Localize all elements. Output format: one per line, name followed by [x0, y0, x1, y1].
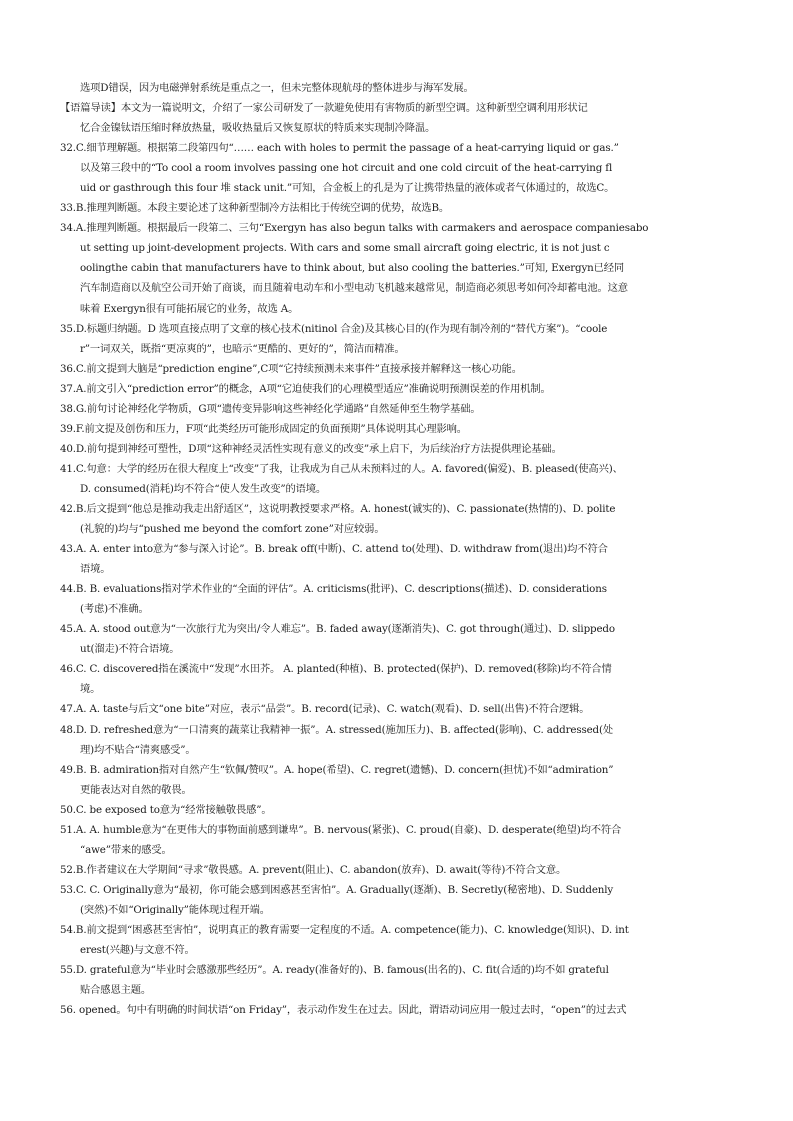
text-line: 54.B.前文提到“困惑甚至害怕”，说明真正的教育需要一定程度的不适。A. competence(能力)、C. knowledge(知识)、D. int — [60, 923, 629, 936]
text-line: D. consumed(消耗)均不符合“使人发生改变”的语境。 — [80, 482, 327, 495]
text-line: 51.A. A. humble意为“在更伟大的事物面前感到谦卑”。B. nervous(紧张)、C. proud(自豪)、D. desperate(绝望)均不符合 — [60, 823, 622, 836]
text-line: erest(兴趣)与文意不符。 — [80, 944, 195, 957]
text-line: 汽车制造商以及航空公司开始了商谈，而且随着电动车和小型电动飞机越来越常见，制造商必须思考如何冷却蓄电池。这意 — [80, 282, 628, 295]
text-line: 以及第三段中的“To cool a room involves passing one hot circuit and one cold circuit of the heat-carrying fl — [80, 162, 613, 175]
text-line: “awe”带来的感受。 — [80, 843, 172, 856]
text-line: r”一词双关，既指“更凉爽的”，也暗示“更酷的、更好的”，简洁而精准。 — [80, 342, 405, 355]
text-line: 味着 Exergyn很有可能拓展它的业务，故选 A。 — [80, 302, 299, 315]
text-line: 52.B.作者建议在大学期间“寻求”敬畏感。A. prevent(阻止)、C. abandon(放弃)、D. await(等待)不符合文意。 — [60, 863, 567, 876]
text-line: 选项D错误，因为电磁弹射系统是重点之一，但未完整体现航母的整体进步与海军发展。 — [80, 82, 474, 94]
text-line: 【语篇导读】本文为一篇说明文，介绍了一家公司研发了一款避免使用有害物质的新型空调。这种新型空调利用形状记 — [60, 102, 588, 115]
text-line: 34.A.推理判断题。根据最后一段第二、三句“Exergyn has also begun talks with carmakers and aerospace companiesabo — [60, 222, 649, 235]
text-line: 35.D.标题归纳题。D 选项直接点明了文章的核心技术(nitinol 合金)及其核心目的(作为现有制冷剂的“替代方案”)。“coole — [60, 322, 608, 335]
text-line: 45.A. A. stood out意为“一次旅行尤为突出/令人难忘”。B. faded away(逐渐消失)、C. got through(通过)、D. slippedo — [60, 623, 615, 636]
text-line: uid or gasthrough this four 堆 stack unit.”可知，合金板上的孔是为了让携带热量的液体或者气体通过的，故选C。 — [80, 182, 615, 195]
text-line: 33.B.推理判断题。本段主要论述了这种新型制冷方法相比于传统空调的优势，故选B。 — [60, 202, 450, 215]
text-line: 49.B. B. admiration指对自然产生“钦佩/赞叹”。A. hope(希望)、C. regret(遗憾)、D. concern(担忧)不如“admiration” — [60, 763, 614, 776]
text-line: 50.C. be exposed to意为“经常接触敬畏感”。 — [60, 803, 272, 816]
text-line: 43.A. A. enter into意为“参与深入讨论”。B. break off(中断)、C. attend to(处理)、D. withdraw from(退出)均不符合 — [60, 543, 608, 556]
text-line: 境。 — [80, 683, 101, 696]
text-line: 忆合金镍钛语压缩时释放热量，吸收热量后又恢复原状的特质来实现制冷降温。 — [80, 122, 436, 135]
text-line: 40.D.前句提到神经可塑性，D项“这种神经灵活性实现有意义的改变”承上启下，为后续治疗方法提供理论基础。 — [60, 442, 562, 455]
text-line: 44.B. B. evaluations指对学术作业的“全面的评估”。A. criticisms(批评)、C. descriptions(描述)、D. considerations — [60, 583, 607, 596]
answer-explanations — [60, 78, 736, 1020]
text-line: 42.B.后文提到“他总是推动我走出舒适区”，这说明教授要求严格。A. honest(诚实的)、C. passionate(热情的)、D. polite — [60, 502, 616, 515]
text-line: 55.D. grateful意为“毕业时会感激那些经历”。A. ready(准备好的)、B. famous(出名的)、C. fit(合适的)均不如 grateful — [60, 964, 609, 977]
text-line: 36.C.前文提到大脑是“prediction engine”,C项“它持续预测未来事件”直接承接并解释这一核心功能。 — [60, 362, 522, 375]
text-line: 47.A. A. taste与后文“one bite”对应，表示“品尝”。B. record(记录)、C. watch(观看)、D. sell(出售)不符合逻辑。 — [60, 703, 590, 716]
text-line: 48.D. D. refreshed意为“一口清爽的蔬菜让我精神一振”。A. stressed(施加压力)、B. affected(影响)、C. addressed(处 — [60, 723, 614, 736]
text-line: 41.C.句意：大学的经历在很大程度上“改变”了我，让我成为自己从未预料过的人。A. favored(偏爱)、B. pleased(使高兴)、 — [60, 462, 623, 475]
text-line: 39.F.前文提及创伤和压力，F项“此类经历可能形成固定的负面预期”具体说明其心理影响。 — [60, 422, 467, 435]
text-line: ut setting up joint-development projects. With cars and some small aircraft going electric, it is not just c — [80, 242, 610, 255]
text-line: 理)均不贴合“清爽感受”。 — [80, 743, 196, 756]
text-line: (考虑)不准确。 — [80, 603, 149, 616]
text-line: 32.C.细节理解题。根据第二段第四句“…… each with holes to permit the passage of a heat-carrying liquid or gas.” — [60, 142, 619, 155]
text-line: 46.C. C. discovered指在溪流中“发现”水田芥。 A. planted(种植)、B. protected(保护)、D. removed(移除)均不符合情 — [60, 663, 612, 676]
text-line: (突然)不如“Originally”能体现过程开端。 — [80, 903, 270, 916]
text-line: 53.C. C. Originally意为“最初，你可能会感到困惑甚至害怕”。A. Gradually(逐渐)、B. Secretly(秘密地)、D. Suddenly — [60, 883, 614, 896]
text-line: 更能表达对自然的敬畏。 — [80, 783, 192, 796]
text-line: (礼貌的)均与“pushed me beyond the comfort zone”对应较弱。 — [80, 523, 385, 536]
text-line: 语境。 — [80, 563, 111, 576]
text-line: 56. opened。句中有明确的时间状语“on Friday”，表示动作发生在过去。因此，谓语动词应用一般过去时，“open”的过去式 — [60, 1004, 627, 1017]
text-line: 38.G.前句讨论神经化学物质，G项“遗传变异影响这些神经化学通路”自然延伸至生物学基础。 — [60, 402, 481, 415]
text-line: oolingthe cabin that manufacturers have to think about, but also cooling the batteries.”可知, Exergyn已经同 — [80, 262, 625, 275]
text-line: 贴合感恩主题。 — [80, 984, 152, 997]
text-line: 37.A.前文引入“prediction error”的概念，A项“它迫使我们的心理模型适应”准确说明预测误差的作用机制。 — [60, 382, 551, 395]
text-line: ut(溜走)不符合语境。 — [80, 643, 180, 656]
